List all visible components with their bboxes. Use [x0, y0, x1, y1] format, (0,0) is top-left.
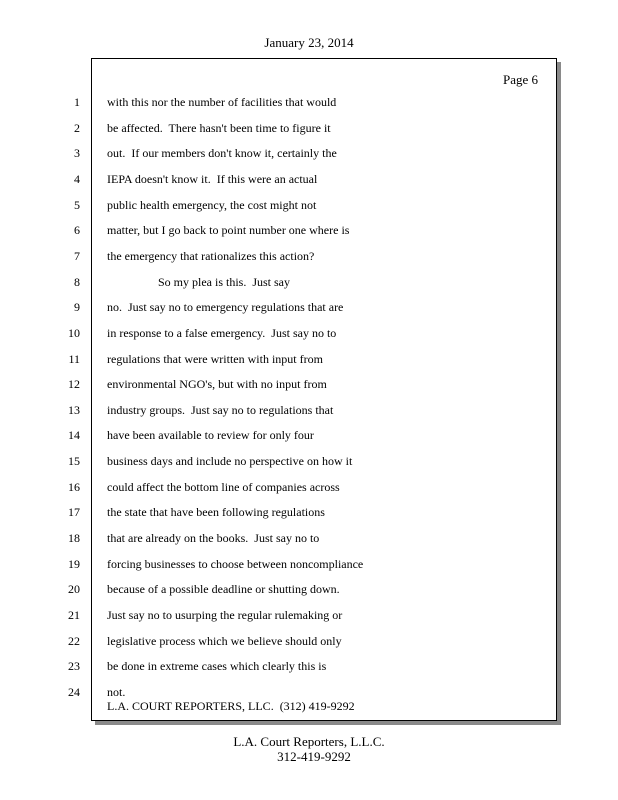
line-text: matter, but I go back to point number one where is	[107, 223, 350, 237]
line-text: could affect the bottom line of companies across	[107, 480, 340, 494]
line-number: 14	[68, 428, 80, 442]
line-text: no. Just say no to emergency regulations that are	[107, 300, 344, 314]
line-number: 10	[68, 326, 80, 340]
line-text: regulations that were written with input from	[107, 352, 323, 366]
line-text: the emergency that rationalizes this action?	[107, 249, 315, 263]
line-number: 6	[74, 223, 80, 237]
footer-firm-line: L.A. COURT REPORTERS, LLC. (312) 419-9292	[107, 699, 355, 713]
line-text: industry groups. Just say no to regulations that	[107, 403, 334, 417]
line-text: have been available to review for only four	[107, 428, 314, 442]
line-number: 19	[68, 557, 80, 571]
line-number: 5	[74, 198, 80, 212]
page-number: Page 6	[503, 72, 539, 87]
header-date: January 23, 2014	[264, 35, 354, 50]
line-text: IEPA doesn't know it. If this were an actual	[107, 172, 318, 186]
line-text: with this nor the number of facilities that would	[107, 95, 337, 109]
line-number: 24	[68, 685, 80, 699]
line-number: 17	[68, 505, 80, 519]
line-number: 11	[68, 352, 80, 366]
line-text: in response to a false emergency. Just say no to	[107, 326, 337, 340]
line-number: 16	[68, 480, 80, 494]
footer-phone-wrap	[0, 749, 618, 765]
line-number: 22	[68, 634, 80, 648]
line-number: 15	[68, 454, 80, 468]
footer-phone: 312-419-9292	[277, 749, 351, 764]
line-number: 1	[74, 95, 80, 109]
line-number: 21	[68, 608, 80, 622]
line-text: environmental NGO's, but with no input from	[107, 377, 327, 391]
line-text: be affected. There hasn't been time to figure it	[107, 121, 331, 135]
line-text: public health emergency, the cost might not	[107, 198, 317, 212]
line-text: So my plea is this. Just say	[107, 275, 291, 289]
line-text: not.	[107, 685, 126, 699]
line-number: 3	[74, 146, 80, 160]
line-text: the state that have been following regulations	[107, 505, 325, 519]
line-text: out. If our members don't know it, certainly the	[107, 146, 337, 160]
line-number: 9	[74, 300, 80, 314]
footer-company-name: L.A. Court Reporters, L.L.C.	[233, 734, 385, 749]
line-number: 23	[68, 659, 80, 673]
line-text: that are already on the books. Just say no to	[107, 531, 320, 545]
line-text: forcing businesses to choose between noncompliance	[107, 557, 364, 571]
line-text: legislative process which we believe should only	[107, 634, 342, 648]
line-number: 12	[68, 377, 80, 391]
line-number: 2	[74, 121, 80, 135]
line-text: Just say no to usurping the regular rulemaking or	[107, 608, 343, 622]
line-text: business days and include no perspective on how it	[107, 454, 353, 468]
line-number: 8	[74, 275, 80, 289]
line-number: 13	[68, 403, 80, 417]
line-number: 20	[68, 582, 80, 596]
line-number: 7	[74, 249, 80, 263]
line-text: because of a possible deadline or shutting down.	[107, 582, 340, 596]
line-number: 18	[68, 531, 80, 545]
line-number: 4	[74, 172, 80, 186]
line-text: be done in extreme cases which clearly this is	[107, 659, 327, 673]
